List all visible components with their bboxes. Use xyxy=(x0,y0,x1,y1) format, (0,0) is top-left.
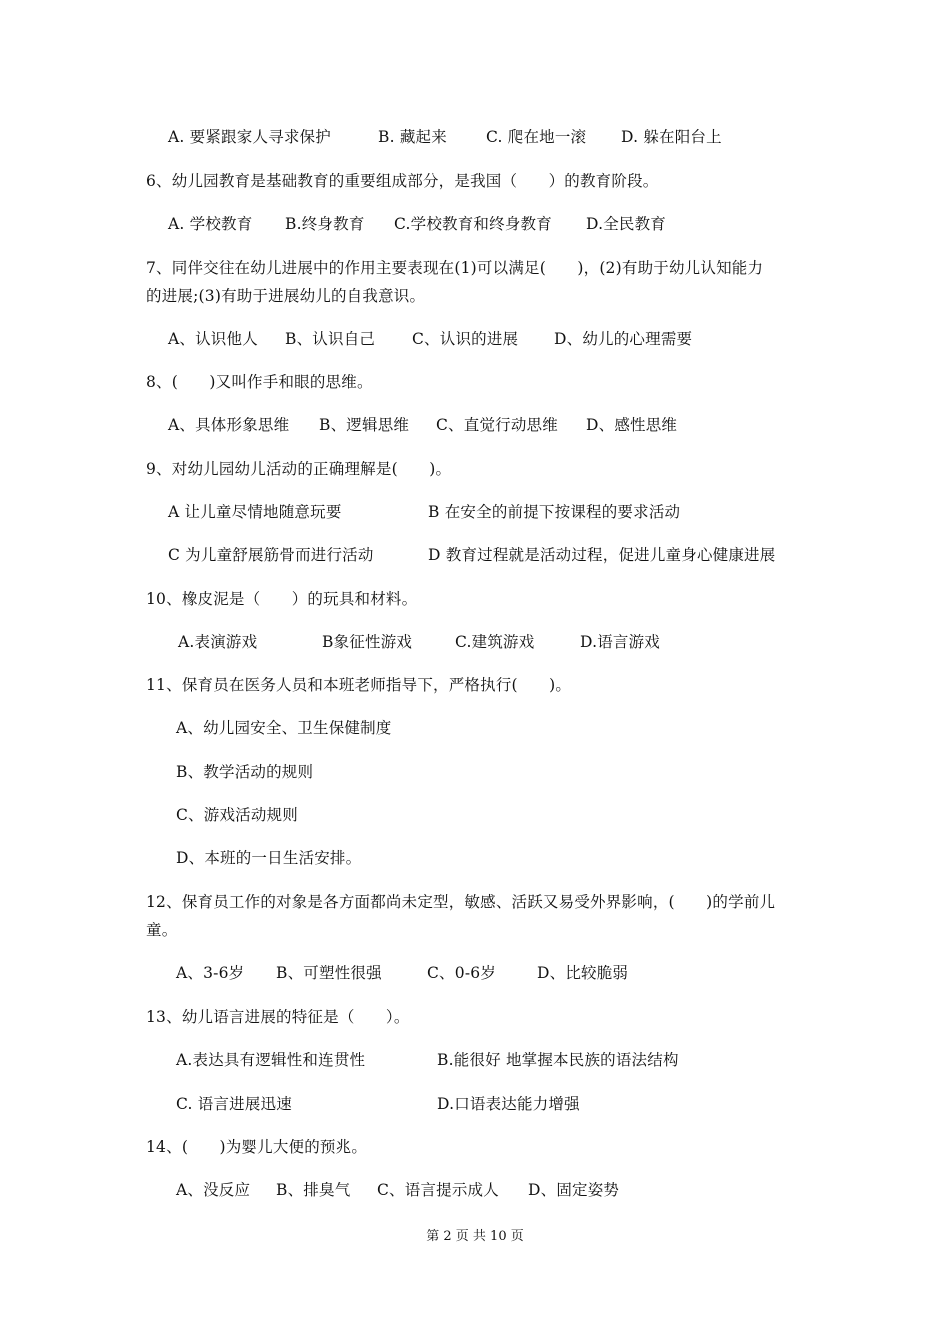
q8-option-d: D、感性思维 xyxy=(586,416,678,434)
q14-option-d: D、固定姿势 xyxy=(528,1181,620,1199)
q7-option-d: D、幼儿的心理需要 xyxy=(554,330,693,348)
q8-option-b: B、逻辑思维 xyxy=(319,416,410,434)
q9-text: 9、对幼儿园幼儿活动的正确理解是( )。 xyxy=(146,460,452,478)
q11-option-a: A、幼儿园安全、卫生保健制度 xyxy=(176,719,392,737)
q12-option-a: A、3-6岁 xyxy=(176,964,245,982)
q11-option-c: C、游戏活动规则 xyxy=(176,806,298,824)
q8-option-c: C、直觉行动思维 xyxy=(436,416,558,434)
q9-option-a: A 让儿童尽情地随意玩要 xyxy=(168,503,342,521)
q6-option-b: B.终身教育 xyxy=(285,215,365,233)
q10-text: 10、橡皮泥是（ ）的玩具和材料。 xyxy=(146,590,418,608)
q11-option-d: D、本班的一日生活安排。 xyxy=(176,849,362,867)
q7-option-a: A、认识他人 xyxy=(168,330,258,348)
q6-option-a: A. 学校教育 xyxy=(168,215,253,233)
q13-option-c: C. 语言进展迅速 xyxy=(176,1095,292,1113)
q12-option-c: C、0-6岁 xyxy=(427,964,497,982)
q5-option-d: D. 躲在阳台上 xyxy=(621,128,722,146)
q11-option-b: B、教学活动的规则 xyxy=(176,763,314,781)
q7-option-c: C、认识的进展 xyxy=(412,330,519,348)
q5-option-c: C. 爬在地一滚 xyxy=(486,128,587,146)
q10-option-d: D.语言游戏 xyxy=(580,633,661,651)
q13-option-b: B.能很好 地掌握本民族的语法结构 xyxy=(437,1051,679,1069)
q6-option-c: C.学校教育和终身教育 xyxy=(394,215,552,233)
q12-text-line1: 12、保育员工作的对象是各方面都尚未定型，敏感、活跃又易受外界影响，( )的学前儿 xyxy=(146,893,776,911)
q12-option-d: D、比较脆弱 xyxy=(537,964,629,982)
q5-option-b: B. 藏起来 xyxy=(378,128,447,146)
q11-text: 11、保育员在医务人员和本班老师指导下，严格执行( )。 xyxy=(146,676,572,694)
q6-option-d: D.全民教育 xyxy=(586,215,667,233)
q7-text-line1: 7、同伴交往在幼儿进展中的作用主要表现在(1)可以满足( )，(2)有助于幼儿认知能力 xyxy=(146,259,764,277)
q10-option-b: B象征性游戏 xyxy=(322,633,413,651)
page-number-footer: 第 2 页 共 10 页 xyxy=(426,1229,524,1244)
q8-text: 8、( )又叫作手和眼的思维。 xyxy=(146,373,373,391)
q13-option-d: D.口语表达能力增强 xyxy=(437,1095,580,1113)
q14-option-a: A、没反应 xyxy=(176,1181,251,1199)
q9-option-b: B 在安全的前提下按课程的要求活动 xyxy=(428,503,681,521)
q10-option-c: C.建筑游戏 xyxy=(455,633,535,651)
q9-option-c: C 为儿童舒展筋骨而进行活动 xyxy=(168,546,374,564)
q14-option-b: B、排臭气 xyxy=(276,1181,351,1199)
q9-option-d: D 教育过程就是活动过程，促进儿童身心健康进展 xyxy=(428,546,776,564)
q13-text: 13、幼儿语言进展的特征是（ ）。 xyxy=(146,1008,410,1026)
q5-option-a: A. 要紧跟家人寻求保护 xyxy=(168,128,331,146)
q10-option-a: A.表演游戏 xyxy=(178,633,258,651)
q6-text: 6、幼儿园教育是基础教育的重要组成部分，是我国（ ）的教育阶段。 xyxy=(146,172,659,190)
q7-text-line2: 的进展;(3)有助于进展幼儿的自我意识。 xyxy=(146,287,426,305)
q12-option-b: B、可塑性很强 xyxy=(276,964,382,982)
q12-text-line2: 童。 xyxy=(146,921,178,939)
q13-option-a: A.表达具有逻辑性和连贯性 xyxy=(176,1051,366,1069)
q8-option-a: A、具体形象思维 xyxy=(168,416,290,434)
q14-text: 14、( )为婴儿大便的预兆。 xyxy=(146,1138,368,1156)
q14-option-c: C、语言提示成人 xyxy=(377,1181,499,1199)
q7-option-b: B、认识自己 xyxy=(285,330,376,348)
